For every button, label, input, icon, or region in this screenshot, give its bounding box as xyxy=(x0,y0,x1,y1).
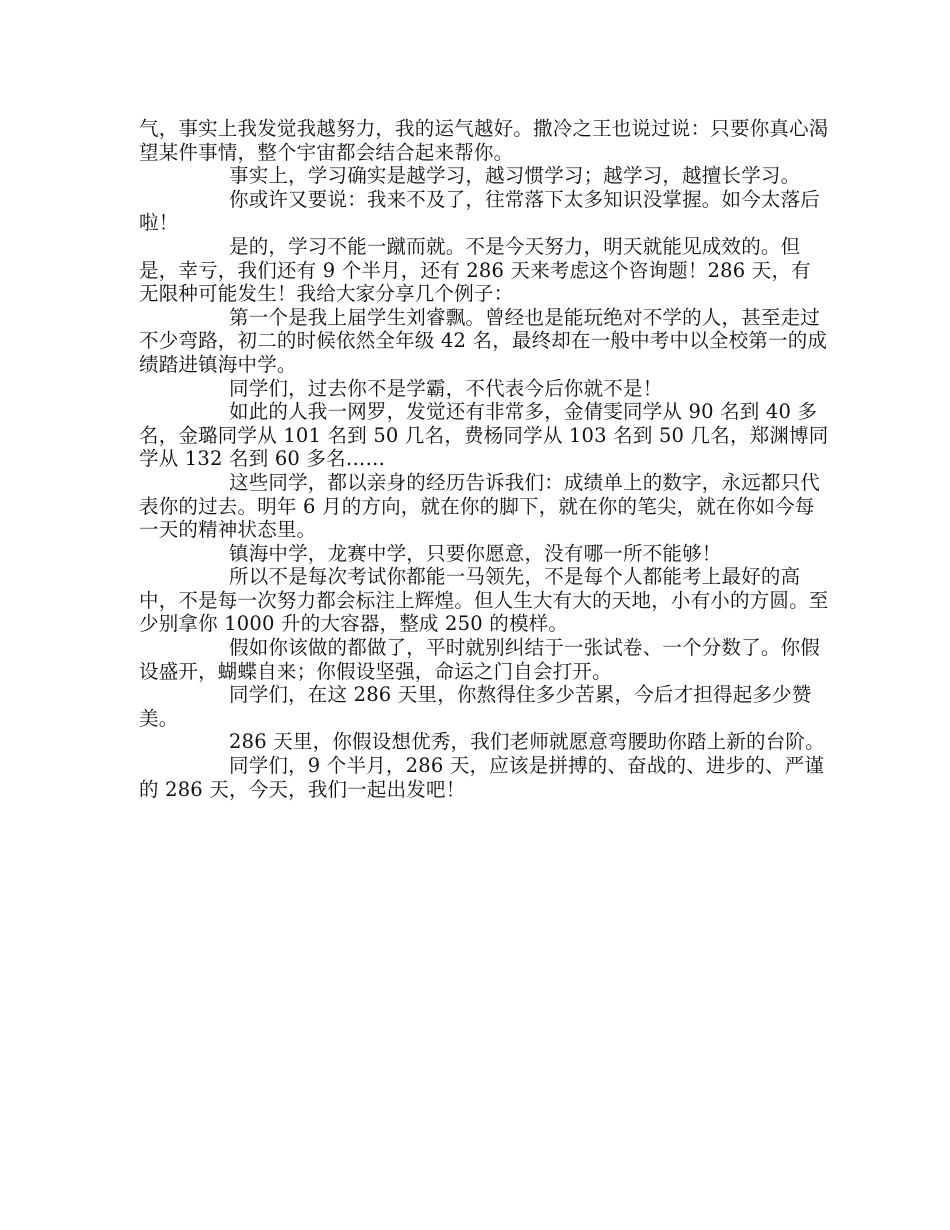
paragraph: 假如你该做的都做了，平时就别纠结于一张试卷、一个分数了。你假设盛开，蝴蝶自来；你假设坚强，命运之门自会打开。 xyxy=(139,636,821,683)
paragraph: 同学们，在这 286 天里，你熬得住多少苦累，今后才担得起多少赞美。 xyxy=(139,683,812,730)
paragraph: 所以不是每次考试你都能一马领先，不是每个人都能考上最好的高中，不是每一次努力都会标注上辉煌。但人生大有大的天地，小有小的方圆。至少别拿你 1000 升的大容器，整成 250 的模样。 xyxy=(139,565,829,636)
paragraph: 同学们，9 个半月，286 天，应该是拼搏的、奋战的、进步的、严谨的 286 天，今天，我们一起出发吧！ xyxy=(139,754,825,801)
paragraph: 气，事实上我发觉我越努力，我的运气越好。撒冷之王也说过说：只要你真心渴望某件事情，整个宇宙都会结合起来帮你。 xyxy=(139,117,829,164)
paragraph: 事实上，学习确实是越学习，越习惯学习；越学习，越擅长学习。 xyxy=(229,164,801,188)
paragraph: 286 天里，你假设想优秀，我们老师就愿意弯腰助你踏上新的台阶。 xyxy=(229,730,825,754)
paragraph: 是的，学习不能一蹴而就。不是今天努力，明天就能见成效的。但是，幸亏，我们还有 9 个半月，还有 286 天来考虑这个咨询题！286 天，有无限种可能发生！我给大家分享几个例子： xyxy=(139,234,811,306)
paragraph: 你或许又要说：我来不及了，往常落下太多知识没掌握。如今太落后啦！ xyxy=(139,187,821,235)
paragraph: 如此的人我一网罗，发觉还有非常多，金倩雯同学从 90 名到 40 多名，金璐同学从 101 名到 50 几名，费杨同学从 103 名到 50 几名，郑渊博同学从 132 名到 60 多名…… xyxy=(139,400,829,471)
paragraph: 第一个是我上届学生刘睿飘。曾经也是能玩绝对不学的人，甚至走过不少弯路，初二的时候依然全年级 42 名，最终却在一般中考中以全校第一的成绩踏进镇海中学。 xyxy=(139,305,828,376)
paragraph: 同学们，过去你不是学霸，不代表今后你就不是！ xyxy=(229,376,663,400)
paragraph: 这些同学，都以亲身的经历告诉我们：成绩单上的数字，永远都只代表你的过去。明年 6 月的方向，就在你的脚下，就在你的笔尖，就在你如今每一天的精神状态里。 xyxy=(139,470,821,542)
document-body xyxy=(139,117,829,801)
paragraph: 镇海中学，龙赛中学，只要你愿意，没有哪一所不能够！ xyxy=(229,541,722,565)
